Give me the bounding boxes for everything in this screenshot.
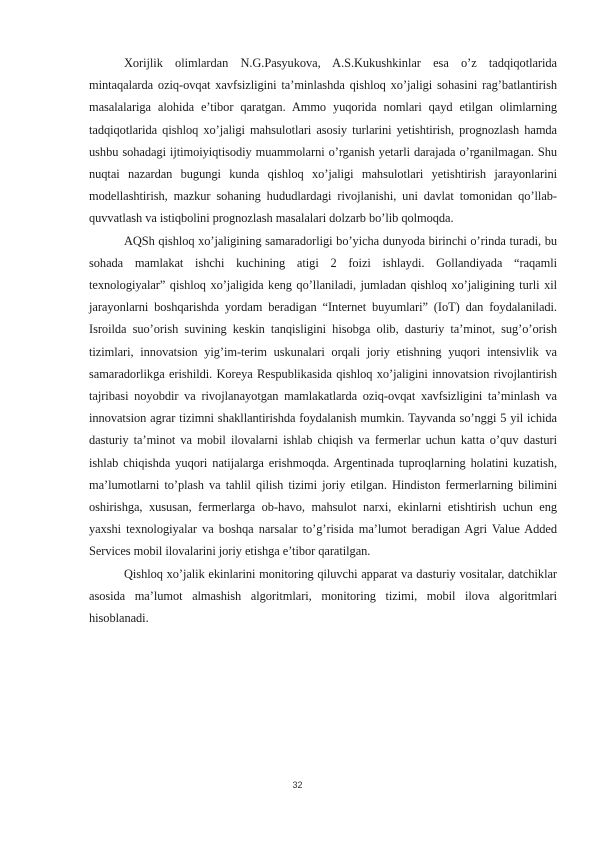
paragraph-monitoring-tools: Qishloq xo’jalik ekinlarini monitoring qiluvchi apparat va dasturiy vositalar, datchiklar asosida ma’lumot almashish algoritmlari, monitoring tizimi, mobil ilova algoritmlari hisoblanadi. [89,566,557,626]
paragraph-country-experience: AQSh qishloq xo’jaligining samaradorligi bo’yicha dunyoda birinchi o’rinda turadi, bu sohada mamlakat ishchi kuchining atigi 2 foizi ishlaydi. Gollandiyada “raqamli texnologiyalar” qishloq xo’jaligida keng qo’llaniladi, jumladan qishloq xo’jaligining turli xil jarayonlarni boshqarishda yordam beradigan “Internet buyumlari” (IoT) dan foydalaniladi. Isroilda suo’orish suvining keskin tanqisligini hisobga olib, dasturiy ta’minot, sug’o’orish tizimlari, innovatsion yig’im-terim uskunalari orqali joriy etishning yuqori intensivlik va samaradorlikga erishildi. Koreya Respublikasida qishloq xo’jaligini innovatsion rivojlantirish tajribasi noyobdir va rivojlanayotgan mamlakatlarda oziq-ovqat xavfsizligini ta’minlash va innovatsion agrar tizimni shakllantirishda foydalanish mumkin. Tayvanda so’nggi 5 yil ichida dasturiy ta’minot va mobil ilovalarni ishlab chiqish va fermerlar uchun katta o’quv dasturi ishlab chiqishda yuqori natijalarga erishmoqda. Argentinada tuproqlarning holatini kuzatish, ma’lumotlarni to’plash va tahlil qilish tizimi joriy etilgan. Hindiston fermerlarning bilimini oshirishga, xususan, fermerlarga ob-havo, mahsulot narxi, ekinlarni etishtirish uchun eng yaxshi texnologiyalar va boshqa narsalar to’g’risida ma’lumot beradigan Agri Value Added Services mobil ilovalarini joriy etishga e’tibor qaratilgan. [89,233,557,559]
body-text [89,52,557,629]
page-number: 32 [292,780,303,790]
paragraph-foreign-scholars: Xorijlik olimlardan N.G.Pasyukova, A.S.Kukushkinlar esa o’z tadqiqotlarida mintaqalarda oziq-ovqat xavfsizligini ta’minlashda qishloq xo’jaligi sohasini rag’batlantirish masalalariga alohida e’tibor qaratgan. Ammo yuqorida nomlari qayd etilgan olimlarning tadqiqotlarida qishloq xo’jaligi mahsulotlari asosiy turlarini yetishtirish, prognozlash hamda ushbu sohadagi ijtimoiyiqtisodiy muammolarni o’rganish yetarli darajada o’rganilmagan. Shu nuqtai nazardan bugungi kunda qishloq xo’jaligi mahsulotlari yetishtirish jarayonlarini modellashtirish, mazkur sohaning hududlardagi rivojlanishi, uni davlat tomonidan qo’llab-quvvatlash va istiqbolini prognozlash masalalari dolzarb bo’lib qolmoqda. [89,56,557,226]
